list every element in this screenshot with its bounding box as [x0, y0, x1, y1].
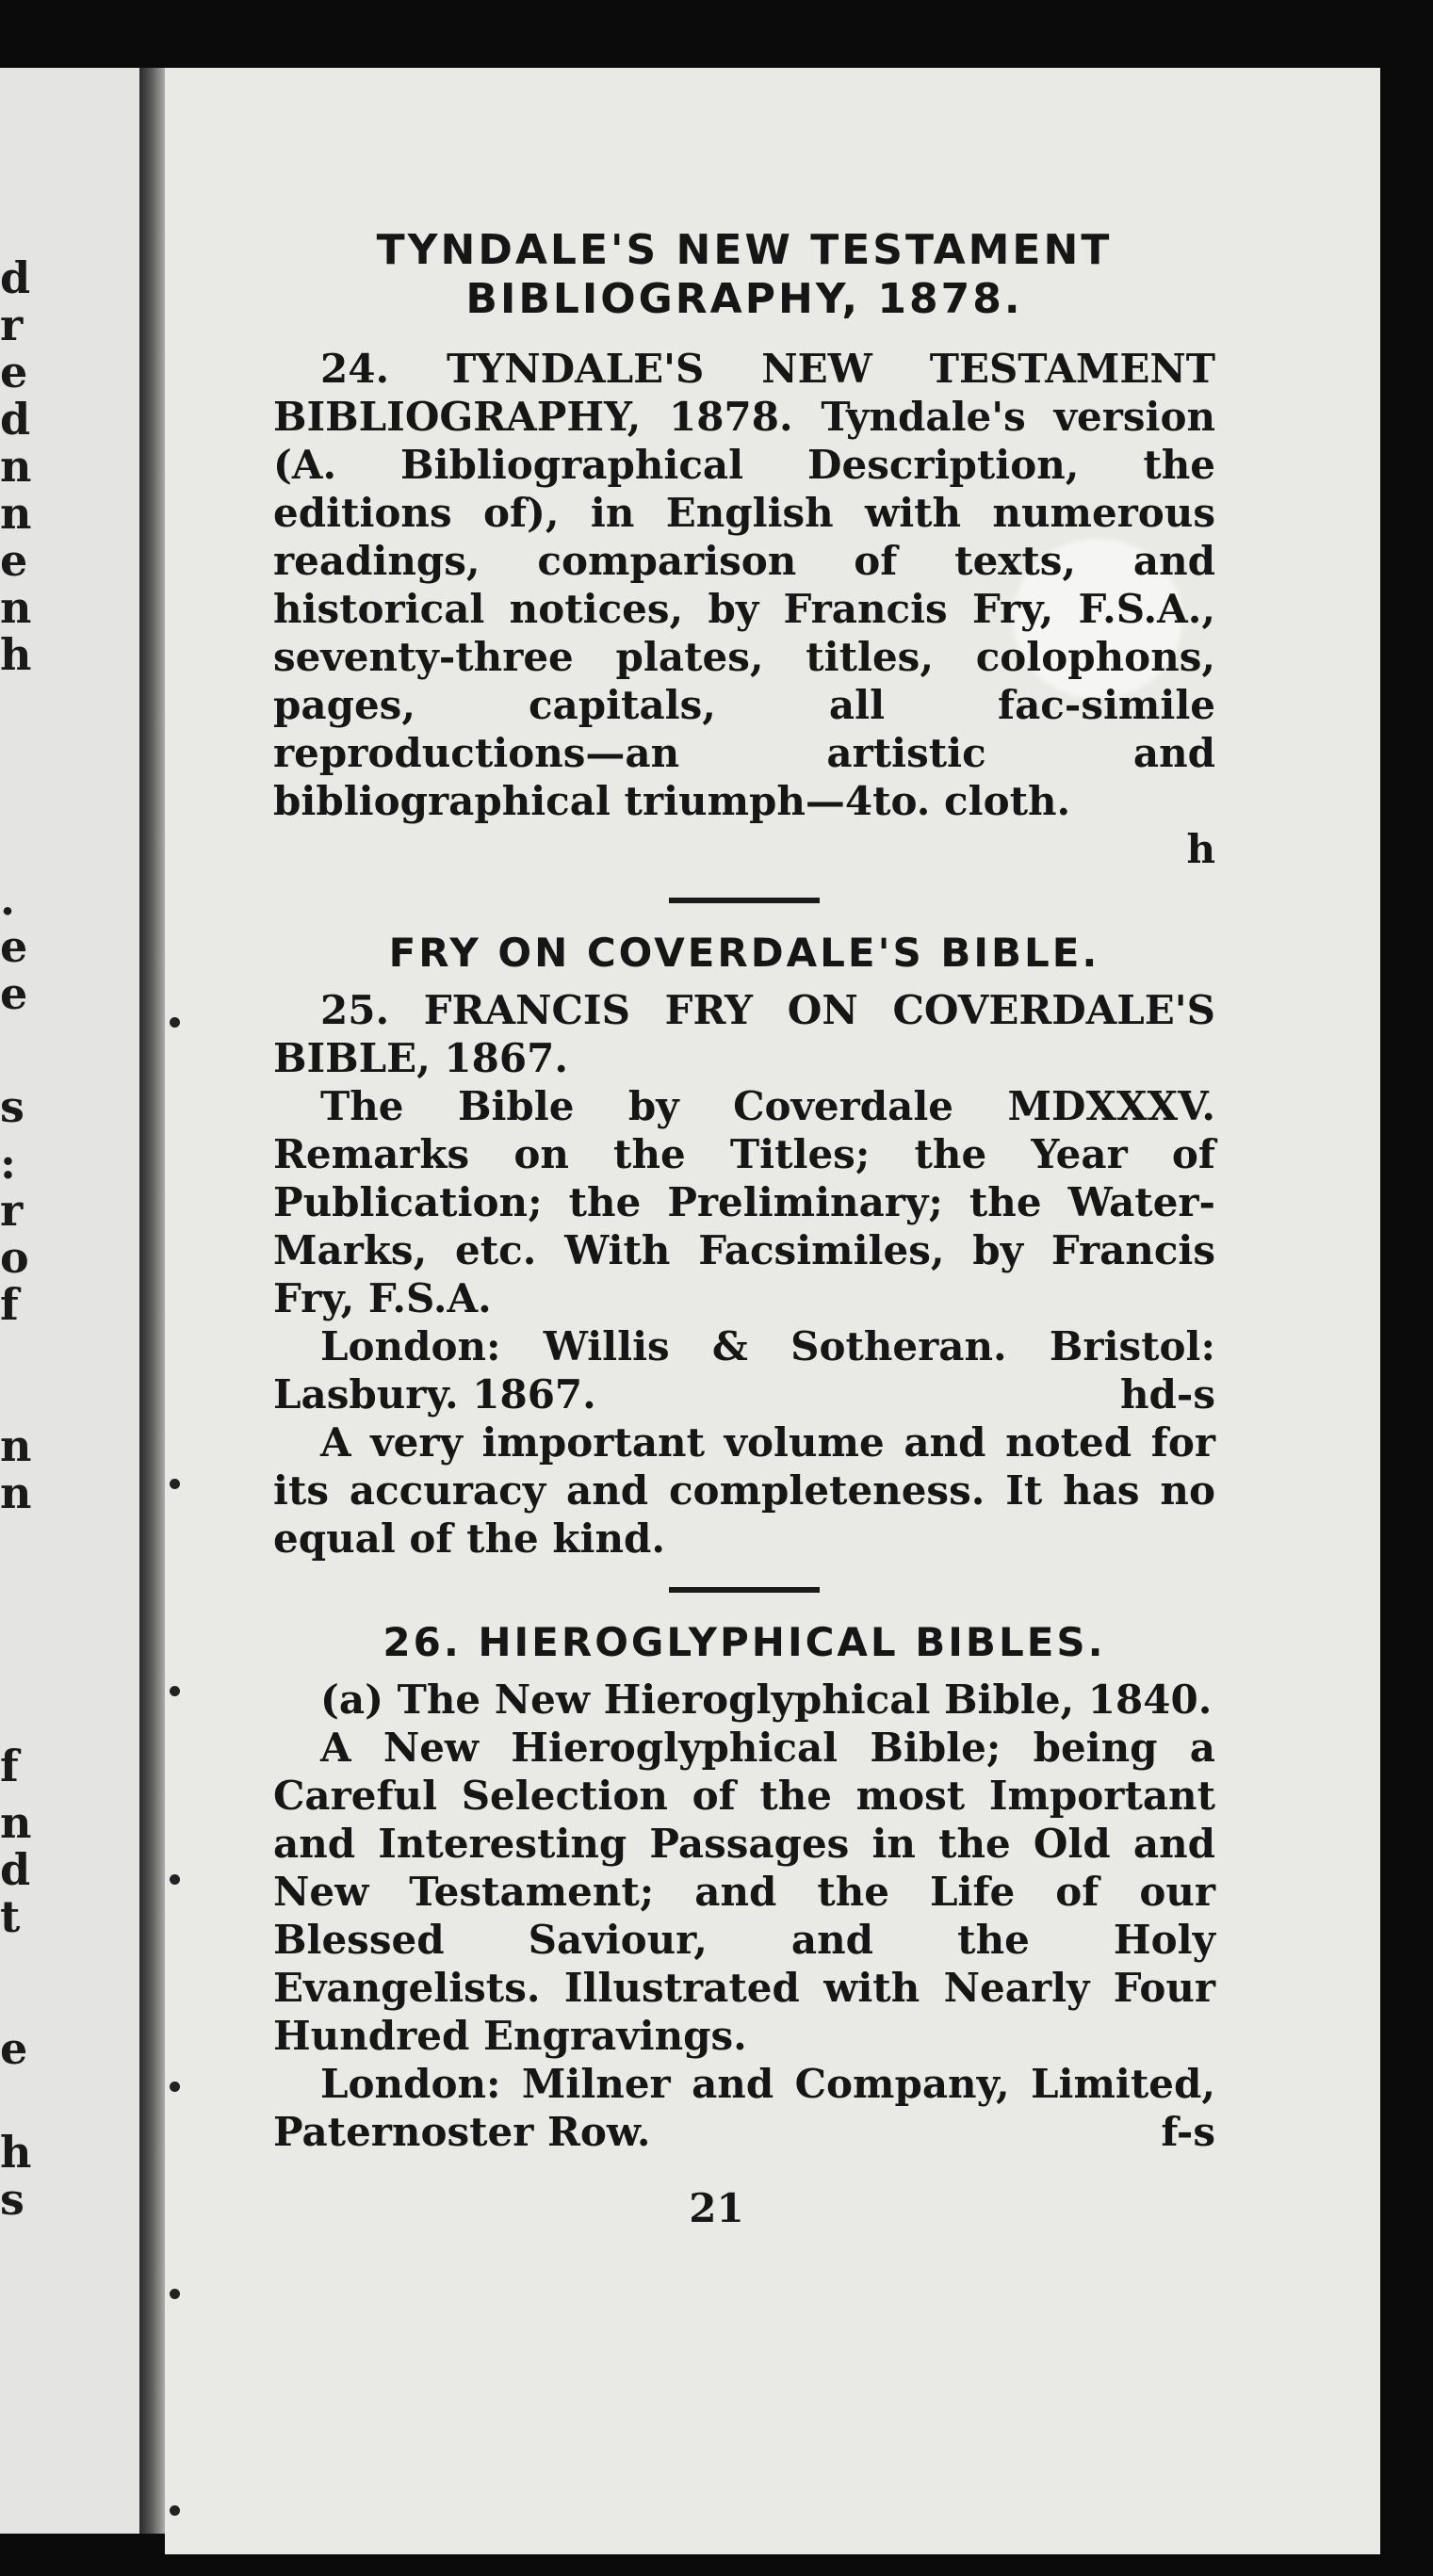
page-number: 21: [689, 2185, 744, 2231]
facing-page-letter: n: [0, 1467, 32, 1518]
binding-hole: [170, 2505, 180, 2516]
section-25-entry-title: 25. FRANCIS FRY ON COVERDALE'S BIBLE, 1867.: [273, 987, 1215, 1081]
page-text: [273, 226, 1215, 2156]
section-26-imprint: London: Milner and Company, Limited, Paternoster Row.: [273, 2061, 1215, 2155]
section-25-note: A very important volume and noted for its accuracy and completeness. It has no equal of the kind.: [273, 1419, 1215, 1562]
section-24-code: h: [1186, 826, 1215, 872]
facing-page: [0, 68, 143, 2534]
section-24-body: [273, 345, 1215, 873]
binding-hole: [170, 1874, 180, 1885]
binding-hole: [170, 2082, 180, 2092]
section-24-heading: [273, 226, 1215, 324]
facing-page-letter: :: [0, 1138, 16, 1189]
binding-hole: [170, 2289, 180, 2299]
section-24-text: 24. TYNDALE'S NEW TESTAMENT BIBLIOGRAPHY, 1878. Tyndale's version (A. Bibliographical Description, the editions of), in English with numerous readings, comparison of texts, and historical notices, by Francis Fry, F.S.A., seventy-three plates, titles, colophons, pages, capitals, all fac-simile reproductions—an artistic and bibliographical triumph—4to. cloth.: [273, 346, 1215, 824]
facing-page-letter: e: [0, 968, 28, 1019]
facing-page-letter: h: [0, 2127, 32, 2178]
section-25-imprint: London: Willis & Sotheran. Bristol: Lasbury. 1867.: [273, 1323, 1215, 1418]
facing-page-letter: o: [0, 1232, 29, 1283]
section-24-heading-line-2: BIBLIOGRAPHY, 1878.: [465, 275, 1023, 323]
facing-page-letter: r: [0, 1185, 24, 1236]
facing-page-letter: d: [0, 1844, 31, 1895]
binding-hole: [170, 1479, 180, 1489]
facing-page-letter: n: [0, 582, 32, 633]
facing-page-letter: n: [0, 1420, 32, 1471]
facing-page-letter: d: [0, 252, 31, 303]
facing-page-letter: h: [0, 629, 32, 680]
facing-page-letter: d: [0, 394, 31, 445]
facing-page-letter: t: [0, 1891, 21, 1942]
section-divider: [669, 1587, 820, 1593]
facing-page-letter: s: [0, 2174, 24, 2225]
binding-hole: [170, 1686, 180, 1696]
facing-page-letter: r: [0, 300, 24, 350]
section-26: [273, 1619, 1215, 2156]
facing-page-letter: f: [0, 1279, 19, 1330]
facing-page-letter: n: [0, 488, 32, 539]
section-26-imprint-block: [273, 2060, 1215, 2156]
section-25-imprint-block: [273, 1322, 1215, 1418]
facing-page-letter: e: [0, 347, 28, 397]
facing-page-letter: s: [0, 1081, 24, 1132]
facing-page-letter: n: [0, 1797, 32, 1848]
facing-page-letter: n: [0, 441, 32, 492]
section-26-heading: 26. HIEROGLYPHICAL BIBLES.: [383, 1619, 1106, 1665]
facing-page-letter: e: [0, 2023, 28, 2074]
section-26-code: f-s: [1161, 2109, 1215, 2155]
facing-page-letter: e: [0, 921, 28, 972]
section-25-code: hd-s: [1120, 1371, 1215, 1418]
facing-page-letter: f: [0, 1741, 19, 1791]
section-divider: [669, 898, 820, 903]
binding-hole: [170, 1017, 180, 1028]
section-24: [273, 226, 1215, 873]
section-26-sub-entry: (a) The New Hieroglyphical Bible, 1840.: [320, 1677, 1213, 1723]
facing-page-letter: .: [0, 874, 16, 925]
section-25-heading: FRY ON COVERDALE'S BIBLE.: [388, 930, 1100, 976]
section-24-heading-line-1: TYNDALE'S NEW TESTAMENT: [376, 226, 1113, 274]
section-25-description: The Bible by Coverdale MDXXXV. Remarks on the Titles; the Year of Publication; the Preliminary; the Water-Marks, etc. With Facsimiles, by Francis Fry, F.S.A.: [273, 1083, 1215, 1321]
facing-page-letter: e: [0, 535, 28, 586]
section-26-description: A New Hieroglyphical Bible; being a Careful Selection of the most Important and Interesting Passages in the Old and New Testament; and the Life of our Blessed Saviour, and the Holy Evangelists. Illustrated with Nearly Four Hundred Engravings.: [273, 1725, 1215, 2059]
section-25: [273, 930, 1215, 1563]
